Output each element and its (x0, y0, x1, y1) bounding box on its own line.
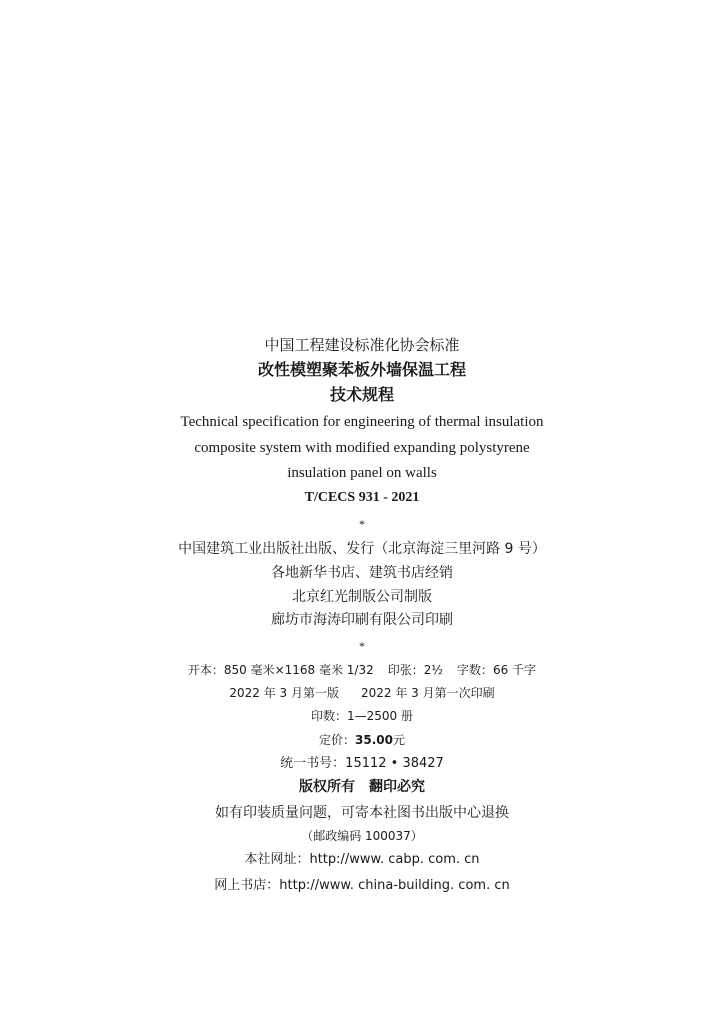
title-en-line2: composite system with modified expanding polystyrene (194, 440, 530, 456)
edition-text: 2022 年 3 月第一版 (229, 686, 339, 700)
website-label: 本社网址： (244, 852, 310, 867)
association-standard-line: 中国工程建设标准化协会标准 (264, 336, 460, 354)
distributor-line: 各地新华书店、建筑书店经销 (271, 565, 453, 581)
words-label: 字数： (457, 663, 494, 677)
bookstore-label: 网上书店： (214, 878, 280, 893)
piracy-text: 翻印必究 (369, 779, 425, 795)
price-unit: 元 (392, 733, 405, 747)
return-notice: 如有印装质量问题，可寄本社图书出版中心退换 (215, 805, 509, 821)
price-label: 定价： (319, 733, 356, 747)
price-value: 35.00 (355, 733, 393, 747)
bookstore-value: http://www. china-building. com. cn (279, 878, 510, 893)
separator-asterisk-2: * (359, 639, 365, 653)
unified-number-line (0, 757, 724, 770)
printing-text: 2022 年 3 月第一次印刷 (361, 686, 495, 700)
title-cn-line2: 技术规程 (329, 385, 394, 404)
printer-line: 廊坊市海涛印刷有限公司印刷 (271, 612, 453, 628)
title-cn-line1: 改性模塑聚苯板外墙保温工程 (257, 360, 466, 379)
website-value: http://www. cabp. com. cn (309, 852, 480, 867)
format-value: 850 毫米×1168 毫米 1/32 (223, 663, 374, 677)
print-run-value: 1—2500 册 (347, 709, 413, 723)
sheets-label: 印张： (387, 663, 424, 677)
bookstore-line (0, 879, 724, 892)
words-value: 66 千字 (493, 663, 537, 677)
postcode-line: （邮政编码 100037） (301, 829, 423, 843)
rights-line (0, 780, 724, 794)
standard-code: T/CECS 931 - 2021 (304, 490, 420, 505)
plate-maker-line: 北京红光制版公司制版 (292, 589, 432, 605)
title-en-line1: Technical specification for engineering of thermal insulation (180, 414, 544, 430)
copyright-text: 版权所有 (299, 779, 355, 795)
website-line (0, 853, 724, 866)
title-en-line3: insulation panel on walls (287, 465, 437, 481)
unified-number-label: 统一书号： (280, 756, 346, 771)
sheets-value: 2½ (423, 663, 444, 677)
publisher-line: 中国建筑工业出版社出版、发行（北京海淀三里河路 9 号） (178, 541, 546, 557)
format-specs-line (0, 664, 724, 676)
print-run-label: 印数： (310, 709, 347, 723)
print-run-line (0, 710, 724, 722)
separator-asterisk: * (359, 517, 365, 531)
unified-number-value: 15112 • 38427 (345, 756, 444, 771)
edition-line (0, 687, 724, 699)
price-line (0, 734, 724, 746)
format-label: 开本： (187, 663, 224, 677)
